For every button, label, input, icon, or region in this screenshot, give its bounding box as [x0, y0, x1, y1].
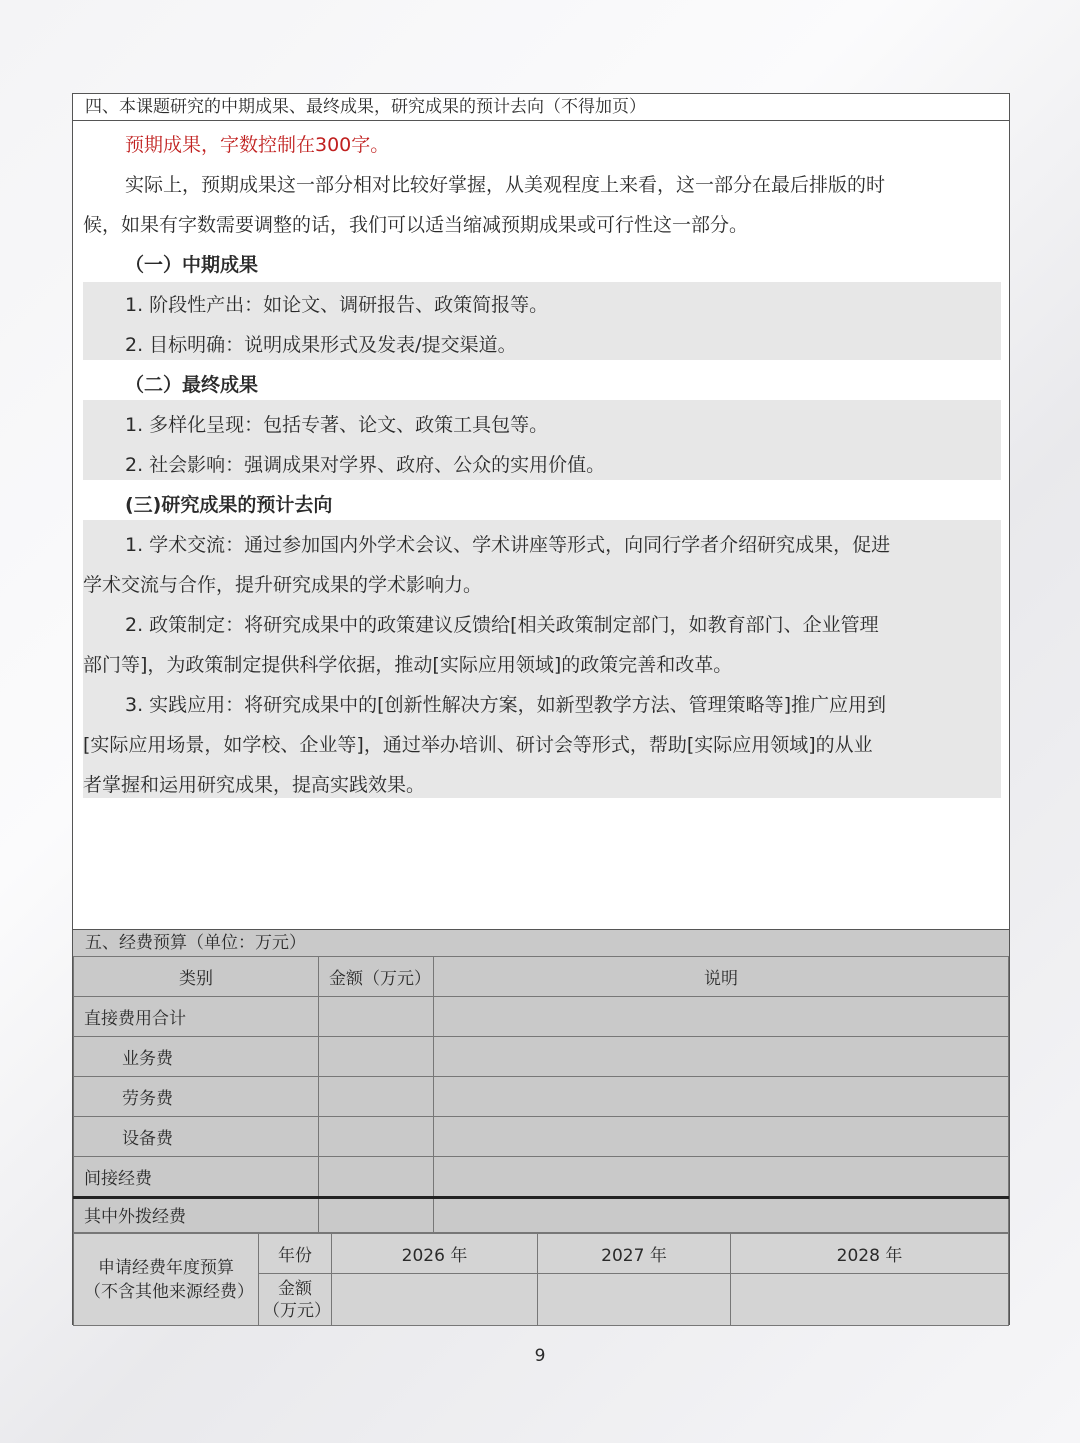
year-2026: 2026 年: [332, 1234, 538, 1274]
sub1-item-2: 2. 目标明确：说明成果形式及发表/提交渠道。: [125, 334, 517, 356]
row-label-business: 业务费: [74, 1037, 319, 1077]
row-label-labor: 劳务费: [74, 1077, 319, 1117]
description-cell[interactable]: [434, 1077, 1009, 1117]
year-2028: 2028 年: [731, 1234, 1009, 1274]
amount-2028-cell[interactable]: [731, 1274, 1009, 1326]
sub2-title: （二）最终成果: [125, 374, 259, 396]
sub1-title: （一）中期成果: [125, 254, 259, 276]
amount-cell[interactable]: [319, 1037, 434, 1077]
budget-table: [73, 956, 1009, 1233]
header-amount: 金额（万元）: [319, 957, 434, 997]
sub3-item-1-line-2: 学术交流与合作，提升研究成果的学术影响力。: [83, 574, 483, 596]
table-row: [74, 997, 1009, 1037]
sub2-item-1: 1. 多样化呈现：包括专著、论文、政策工具包等。: [125, 414, 549, 436]
table-row: [74, 1157, 1009, 1197]
table-row: [74, 1077, 1009, 1117]
annual-budget-table: [73, 1233, 1009, 1326]
description-cell[interactable]: [434, 997, 1009, 1037]
description-cell[interactable]: [434, 1157, 1009, 1197]
table-row: [74, 1197, 1009, 1233]
page-number: 9: [534, 1346, 546, 1366]
row-label-equipment: 设备费: [74, 1117, 319, 1157]
header-category: 类别: [74, 957, 319, 997]
section5-heading: 五、经费预算（单位：万元）: [85, 933, 306, 953]
sub3-item-1-line-1: 1. 学术交流：通过参加国内外学术会议、学术讲座等形式，向同行学者介绍研究成果，促进: [125, 534, 891, 556]
budget-section: [73, 929, 1009, 1326]
row-label-external: 其中外拨经费: [74, 1197, 319, 1233]
table-row: [74, 1117, 1009, 1157]
amount-cell[interactable]: [319, 1117, 434, 1157]
intro-line-2: 候，如果有字数需要调整的话，我们可以适当缩减预期成果或可行性这一部分。: [83, 214, 749, 236]
sub3-item-3-line-1: 3. 实践应用：将研究成果中的[创新性解决方案，如新型教学方法、管理策略等]推广应用到: [125, 694, 886, 716]
divider-line: [73, 1196, 1009, 1199]
annual-year-row: [74, 1234, 1009, 1274]
intro-line-1: 实际上，预期成果这一部分相对比较好掌握，从美观程度上来看，这一部分在最后排版的时: [125, 174, 886, 196]
sub3-item-3-line-3: 者掌握和运用研究成果，提高实践效果。: [83, 774, 426, 796]
row-label-indirect: 间接经费: [74, 1157, 319, 1197]
header-description: 说明: [434, 957, 1009, 997]
description-cell[interactable]: [434, 1117, 1009, 1157]
sub3-item-2-line-2: 部门等]，为政策制定提供科学依据，推动[实际应用领域]的政策完善和改革。: [83, 654, 733, 676]
note-word-limit: 预期成果，字数控制在300字。: [125, 134, 390, 156]
sub3-title: (三)研究成果的预计去向: [125, 494, 333, 516]
description-cell[interactable]: [434, 1197, 1009, 1233]
amount-cell[interactable]: [319, 1077, 434, 1117]
table-row: [74, 1037, 1009, 1077]
sub3-item-2-line-1: 2. 政策制定：将研究成果中的政策建议反馈给[相关政策制定部门，如教育部门、企业管理: [125, 614, 879, 636]
year-label: 年份: [259, 1234, 332, 1274]
sub3-item-3-line-2: [实际应用场景，如学校、企业等]，通过举办培训、研讨会等形式，帮助[实际应用领域]的从业: [83, 734, 873, 756]
amount-cell[interactable]: [319, 997, 434, 1037]
amount-label: 金额（万元）: [259, 1274, 332, 1326]
amount-cell[interactable]: [319, 1157, 434, 1197]
sub1-item-1: 1. 阶段性产出：如论文、调研报告、政策简报等。: [125, 294, 549, 316]
annual-budget-label: 申请经费年度预算（不含其他来源经费）: [74, 1234, 259, 1326]
amount-2026-cell[interactable]: [332, 1274, 538, 1326]
row-label-direct-total: 直接费用合计: [74, 997, 319, 1037]
amount-2027-cell[interactable]: [538, 1274, 731, 1326]
description-cell[interactable]: [434, 1037, 1009, 1077]
sub2-item-2: 2. 社会影响：强调成果对学界、政府、公众的实用价值。: [125, 454, 606, 476]
amount-cell[interactable]: [319, 1197, 434, 1233]
section4-heading: 四、本课题研究的中期成果、最终成果，研究成果的预计去向（不得加页）: [73, 94, 1009, 121]
form-page: [72, 93, 1010, 1325]
year-2027: 2027 年: [538, 1234, 731, 1274]
budget-header-row: [74, 957, 1009, 997]
